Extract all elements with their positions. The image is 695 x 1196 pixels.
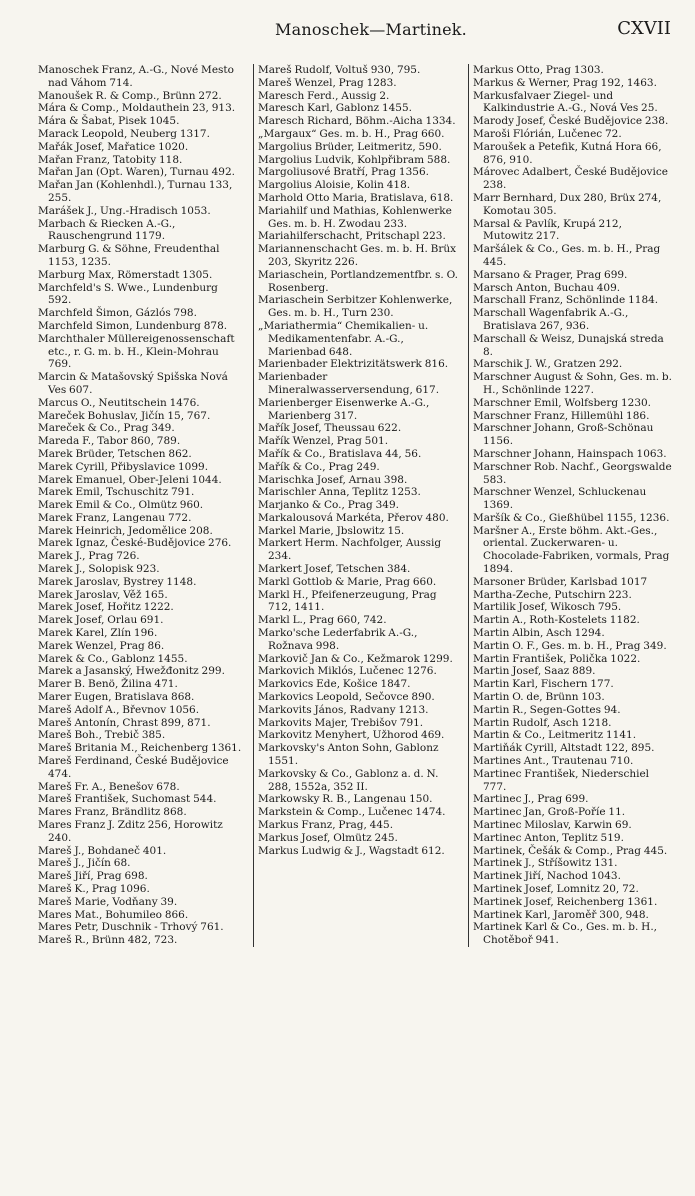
directory-entry: Marschner Wenzel, Schluckenau 1369. xyxy=(473,486,647,512)
directory-entry: Markert Herm. Nachfolger, Aussig 234. xyxy=(258,537,442,563)
directory-entry: Mára & Comp., Moldauthein 23, 913. xyxy=(38,102,236,115)
directory-entry: Manoušek R. & Comp., Brünn 272. xyxy=(38,89,222,102)
directory-entry: Marek Jaroslav, Bystrey 1148. xyxy=(38,575,197,588)
directory-entry: Markovsky & Co., Gablonz a. d. N. 288, 1552a, 352 II. xyxy=(258,767,439,793)
directory-entry: Mareček Bohuslav, Jičín 15, 767. xyxy=(38,409,211,422)
directory-entry: Maršálek & Co., Ges. m. b. H., Prag 445. xyxy=(473,243,661,268)
directory-entry: Marsch Anton, Buchau 409. xyxy=(473,281,621,294)
directory-entry: Markovits Majer, Trebišov 791. xyxy=(258,716,424,729)
directory-entry: Marbach & Riecken A.-G., Rauschengrund 1179. xyxy=(38,217,176,243)
directory-entry: Mareš Adolf A., Břevnov 1056. xyxy=(38,703,200,716)
directory-entry: Mareš Antonín, Chrast 899, 871. xyxy=(38,716,211,729)
directory-entry: Mariaschein Serbitzer Kohlenwerke, Ges. m. b. H., Turn 230. xyxy=(258,294,453,320)
page-header xyxy=(0,14,695,44)
directory-entry: Martinec František, Niederschiel 777. xyxy=(473,767,650,793)
directory-entry: Markus Otto, Prag 1303. xyxy=(473,64,604,76)
directory-entry: Marsoner Brüder, Karlsbad 1017 xyxy=(473,575,648,588)
directory-entry: Mariannenschacht Ges. m. b. H. Brüx 203, Skyritz 226. xyxy=(258,243,457,268)
directory-entry: Mares Petr, Duschnik - Trhový 761. xyxy=(38,921,224,934)
directory-entry: Martin O. F., Ges. m. b. H., Prag 349. xyxy=(473,639,667,652)
directory-entry: Martinek, Češák & Comp., Prag 445. xyxy=(473,844,668,857)
directory-entry: Marr Bernhard, Dux 280, Brüx 274, Komotau 305. xyxy=(473,191,662,217)
directory-entry: Marchfeld Šimon, Gázlós 798. xyxy=(38,307,197,320)
directory-entry: Marsal & Pavlík, Krupá 212, Mutowitz 217. xyxy=(473,217,622,243)
directory-entry: Marischler Anna, Teplitz 1253. xyxy=(258,486,421,499)
directory-entry: Martin O. de, Brünn 103. xyxy=(473,691,605,704)
directory-entry: Mareš J., Jičín 68. xyxy=(38,857,131,870)
page-title: Manoschek—Martinek. xyxy=(275,20,467,39)
directory-entry: Mariahilf und Mathias, Kohlenwerke Ges. m. b. H. Zwodau 233. xyxy=(258,204,452,230)
directory-entry: Martin R., Segen-Gottes 94. xyxy=(473,703,621,716)
directory-entry: Marschner Johann, Groß-Schönau 1156. xyxy=(473,422,654,448)
directory-entry: Maršík & Co., Gießhübel 1155, 1236. xyxy=(473,511,670,524)
directory-entry: Mařík Wenzel, Prag 501. xyxy=(258,435,389,448)
directory-entry: Marschner Johann, Hainspach 1063. xyxy=(473,447,667,460)
directory-entry: Marer B. Benö, Žilina 471. xyxy=(38,678,178,691)
directory-entry: Marody Josef, České Budějovice 238. xyxy=(473,115,669,128)
directory-entry: Marcus O., Neutitschein 1476. xyxy=(38,396,200,409)
directory-entry: Marko'sche Lederfabrik A.-G., Rožnava 998. xyxy=(258,627,418,652)
directory-entry: Markovsky's Anton Sohn, Gablonz 1551. xyxy=(258,742,439,768)
directory-entry: Mareš Rudolf, Voltuš 930, 795. xyxy=(258,64,421,76)
directory-entry: Marack Leopold, Neuberg 1317. xyxy=(38,127,210,140)
directory-entry: Mareš Wenzel, Prag 1283. xyxy=(258,76,397,89)
directory-entry: Mařík & Co., Prag 249. xyxy=(258,460,380,473)
directory-entry: Marjanko & Co., Prag 349. xyxy=(258,499,399,512)
directory-entry: Marek Wenzel, Prag 86. xyxy=(38,639,165,652)
directory-entry: Mareš J., Bohdaneč 401. xyxy=(38,844,167,857)
directory-entry: Marburg Max, Römerstadt 1305. xyxy=(38,268,213,281)
directory-entry: Martinek Jiří, Nachod 1043. xyxy=(473,870,621,883)
directory-entry: Markert Josef, Tetschen 384. xyxy=(258,563,411,576)
directory-entry: Markstein & Comp., Lučenec 1474. xyxy=(258,806,446,819)
directory-entry: Marek Jaroslav, Věž 165. xyxy=(38,588,168,601)
directory-entry: Martinec J., Prag 699. xyxy=(473,793,589,806)
directory-entry: Markl L., Prag 660, 742. xyxy=(258,614,387,627)
directory-entry: Markl H., Pfeifenerzeugung, Prag 712, 1411. xyxy=(258,588,437,614)
directory-entry: Mareček & Co., Prag 349. xyxy=(38,422,175,435)
directory-entry: Martinek Josef, Lomnitz 20, 72. xyxy=(473,883,639,895)
directory-entry: Marek Ignaz, České-Budějovice 276. xyxy=(38,537,232,550)
directory-entry: Marek Heinrich, Jedomělice 208. xyxy=(38,524,213,537)
directory-entry: Marek Franz, Langenau 772. xyxy=(38,511,192,524)
directory-entry: Marek & Co., Gablonz 1455. xyxy=(38,652,188,665)
directory-entry: Marienbader Elektrizitätswerk 816. xyxy=(258,358,449,371)
directory-entry: Marschall & Weisz, Dunajská streda 8. xyxy=(473,332,664,358)
directory-entry: Marer Eugen, Bratislava 868. xyxy=(38,691,195,704)
directory-entry: Margolius Brüder, Leitmeritz, 590. xyxy=(258,140,442,153)
directory-entry: Marášek J., Ung.-Hradisch 1053. xyxy=(38,204,211,217)
directory-entry: Mařan Franz, Tatobity 118. xyxy=(38,153,183,166)
directory-entry: Mareš František, Suchomast 544. xyxy=(38,793,217,806)
directory-entry: Marek Brüder, Tetschen 862. xyxy=(38,447,192,460)
directory-entry: Mariaschein, Portlandzementfbr. s. O. Rosenberg. xyxy=(258,268,458,294)
directory-entry: Markovitz Menyhert, Užhorod 469. xyxy=(258,729,445,742)
directory-entry: Marek J., Solopisk 923. xyxy=(38,563,160,576)
directory-entry: Marsano & Prager, Prag 699. xyxy=(473,268,628,281)
directory-entry: Maršner A., Erste böhm. Akt.-Ges., oriental. Zuckerwaren- u. Chocolade-Fabriken, vormals, Prag 1894. xyxy=(473,524,670,576)
directory-entry: Marhold Otto Maria, Bratislava, 618. xyxy=(258,191,454,204)
directory-entry: Markovich Miklós, Lučenec 1276. xyxy=(258,665,437,678)
column-middle xyxy=(253,64,463,947)
directory-entry: Marschner Rob. Nachf., Georgswalde 583. xyxy=(473,460,672,486)
directory-entry: Márovec Adalbert, České Budějovice 238. xyxy=(473,166,668,192)
directory-entry: Martinek Karl & Co., Ges. m. b. H., Chotěboř 941. xyxy=(473,921,657,947)
directory-entry: Marek a Jasanský, Hwežđonitz 299. xyxy=(38,665,225,678)
directory-entry: Markalousová Markéta, Přerov 480. xyxy=(258,511,449,524)
directory-entry: „Margaux“ Ges. m. b. H., Prag 660. xyxy=(258,127,445,140)
directory-entry: „Mariathermia“ Chemikalien- u. Medikamentenfabr. A.-G., Marienbad 648. xyxy=(258,319,429,358)
directory-entry: Martinec Anton, Teplitz 519. xyxy=(473,831,624,844)
directory-entry: Mares Mat., Bohumileo 866. xyxy=(38,908,189,921)
directory-entry: Markel Marie, Jbslowitz 15. xyxy=(258,524,405,537)
directory-entry: Marchfeld Simon, Lundenburg 878. xyxy=(38,319,228,332)
directory-entry: Mařan Jan (Kohlenhdl.), Turnau 133, 255. xyxy=(38,179,233,204)
directory-entry: Marienberger Eisenwerke A.-G., Marienberg 317. xyxy=(258,396,430,422)
directory-entry: Martin František, Polička 1022. xyxy=(473,652,641,665)
directory-entry: Martinek Karl, Jaroměř 300, 948. xyxy=(473,908,649,921)
directory-entry: Marburg G. & Söhne, Freudenthal 1153, 1235. xyxy=(38,243,220,268)
directory-entry: Mares Franz J. Zditz 256, Horowitz 240. xyxy=(38,819,223,844)
directory-entry: Martinec Miloslav, Karwin 69. xyxy=(473,819,632,832)
directory-entry: Mareš R., Brünn 482, 723. xyxy=(38,934,178,947)
directory-entry: Mareš Britania M., Reichenberg 1361. xyxy=(38,742,242,755)
directory-entry: Marek Emil, Tschuschitz 791. xyxy=(38,486,195,499)
directory-entry: Markus Ludwig & J., Wagstadt 612. xyxy=(258,844,445,857)
directory-entry: Mareš K., Prag 1096. xyxy=(38,883,150,895)
directory-entry: Marschner August & Sohn, Ges. m. b. H., Schönlinde 1227. xyxy=(473,371,672,396)
directory-entry: Maroši Flórián, Lučenec 72. xyxy=(473,127,622,140)
directory-entry: Marschall Wagenfabrik A.-G., Bratislava 267, 936. xyxy=(473,307,629,332)
directory-entry: Manoschek Franz, A.-G., Nové Mesto nad Váhom 714. xyxy=(38,64,234,89)
directory-entry: Marchthaler Müllereigenossenschaft etc., r. G. m. b. H., Klein-Mohrau 769. xyxy=(38,332,235,371)
directory-entry: Martin Rudolf, Asch 1218. xyxy=(473,716,612,729)
directory-entry: Marienbader Mineralwasserversendung, 617. xyxy=(258,371,440,396)
directory-entry: Markovits János, Radvany 1213. xyxy=(258,703,429,716)
directory-entry: Marek Cyrill, Přibyslavice 1099. xyxy=(38,460,209,473)
directory-entry: Margoliusové Bratří, Prag 1356. xyxy=(258,166,429,179)
directory-entry: Markovics Ede, Košice 1847. xyxy=(258,678,411,691)
directory-entry: Markovics Leopold, Sečovce 890. xyxy=(258,691,435,704)
directory-entry: Martines Ant., Trautenau 710. xyxy=(473,755,634,768)
directory-entry: Markus Franz, Prag, 445. xyxy=(258,819,394,832)
directory-entry: Maresch Ferd., Aussig 2. xyxy=(258,89,390,102)
directory-entry: Marek Josef, Orlau 691. xyxy=(38,614,164,627)
directory-entry: Mařák Josef, Mařatice 1020. xyxy=(38,140,189,153)
entry-columns xyxy=(38,64,678,947)
directory-entry: Marek J., Prag 726. xyxy=(38,550,140,563)
directory-entry: Mareda F., Tabor 860, 789. xyxy=(38,435,181,448)
column-right xyxy=(468,64,678,947)
directory-entry: Mařík & Co., Bratislava 44, 56. xyxy=(258,447,422,460)
directory-entry: Mařík Josef, Theussau 622. xyxy=(258,422,402,435)
directory-entry: Marek Josef, Hořitz 1222. xyxy=(38,601,174,614)
directory-entry: Mára & Šabat, Pisek 1045. xyxy=(38,115,180,128)
directory-entry: Marschner Emil, Wolfsberg 1230. xyxy=(473,396,652,409)
directory-entry: Marcin & Matašovský Spišska Nová Ves 607. xyxy=(38,371,228,396)
directory-entry: Martinek J., Stříšowitz 131. xyxy=(473,857,618,870)
directory-entry: Marchfeld's S. Wwe., Lundenburg 592. xyxy=(38,281,218,307)
directory-entry: Marschner Franz, Hillemühl 186. xyxy=(473,409,650,422)
directory-entry: Martin & Co., Leitmeritz 1141. xyxy=(473,729,637,742)
column-left xyxy=(38,64,248,947)
directory-entry: Mareš Marie, Vodňany 39. xyxy=(38,895,178,908)
directory-entry: Marek Emil & Co., Olmütz 960. xyxy=(38,499,204,512)
directory-entry: Martinec Jan, Groß-Poříe 11. xyxy=(473,806,626,819)
directory-entry: Mareš Ferdinand, České Budějovice 474. xyxy=(38,755,229,780)
directory-entry: Maresch Richard, Böhm.-Aicha 1334. xyxy=(258,115,456,128)
directory-entry: Martiňák Cyrill, Altstadt 122, 895. xyxy=(473,742,655,755)
directory-entry: Markovič Jan & Co., Kežmarok 1299. xyxy=(258,652,453,665)
directory-entry: Martin Albin, Asch 1294. xyxy=(473,627,605,640)
directory-entry: Martilik Josef, Wikosch 795. xyxy=(473,601,622,614)
directory-entry: Margolius Ludvik, Kohlpřibram 588. xyxy=(258,153,451,166)
directory-entry: Martin A., Roth-Kostelets 1182. xyxy=(473,614,640,627)
directory-entry: Markowsky R. B., Langenau 150. xyxy=(258,793,433,806)
directory-entry: Marek Karel, Zlín 196. xyxy=(38,627,158,640)
directory-entry: Maroušek a Petefik, Kutná Hora 66, 876, 910. xyxy=(473,140,662,166)
directory-entry: Marischka Josef, Arnau 398. xyxy=(258,473,408,486)
directory-entry: Mareš Fr. A., Benešov 678. xyxy=(38,780,180,793)
directory-entry: Mariahilferschacht, Pritschapl 223. xyxy=(258,230,446,243)
directory-entry: Martinek Josef, Reichenberg 1361. xyxy=(473,895,658,908)
directory-entry: Martha-Zeche, Putschirn 223. xyxy=(473,588,632,601)
directory-entry: Martin Karl, Fischern 177. xyxy=(473,678,614,691)
directory-entry: Martin Josef, Saaz 889. xyxy=(473,665,596,678)
directory-entry: Margolius Aloisie, Kolin 418. xyxy=(258,179,411,192)
directory-entry: Markus Josef, Olmütz 245. xyxy=(258,831,398,844)
directory-entry: Markusfalvaer Ziegel- und Kalkindustrie A.-G., Nová Ves 25. xyxy=(473,89,658,115)
directory-entry: Mareš Jiří, Prag 698. xyxy=(38,870,148,883)
directory-entry: Mařan Jan (Opt. Waren), Turnau 492. xyxy=(38,166,235,179)
page-number: CXVII xyxy=(617,18,671,39)
directory-entry: Marschik J. W., Gratzen 292. xyxy=(473,358,623,371)
directory-entry: Marschall Franz, Schönlinde 1184. xyxy=(473,294,659,307)
directory-entry: Mareš Boh., Trebič 385. xyxy=(38,729,166,742)
directory-entry: Mares Franz, Brändlitz 868. xyxy=(38,806,187,819)
directory-entry: Markus & Werner, Prag 192, 1463. xyxy=(473,76,657,89)
directory-entry: Maresch Karl, Gablonz 1455. xyxy=(258,102,413,115)
directory-entry: Marek Emanuel, Ober-Jeleni 1044. xyxy=(38,473,222,486)
directory-entry: Markl Gottlob & Marie, Prag 660. xyxy=(258,575,437,588)
